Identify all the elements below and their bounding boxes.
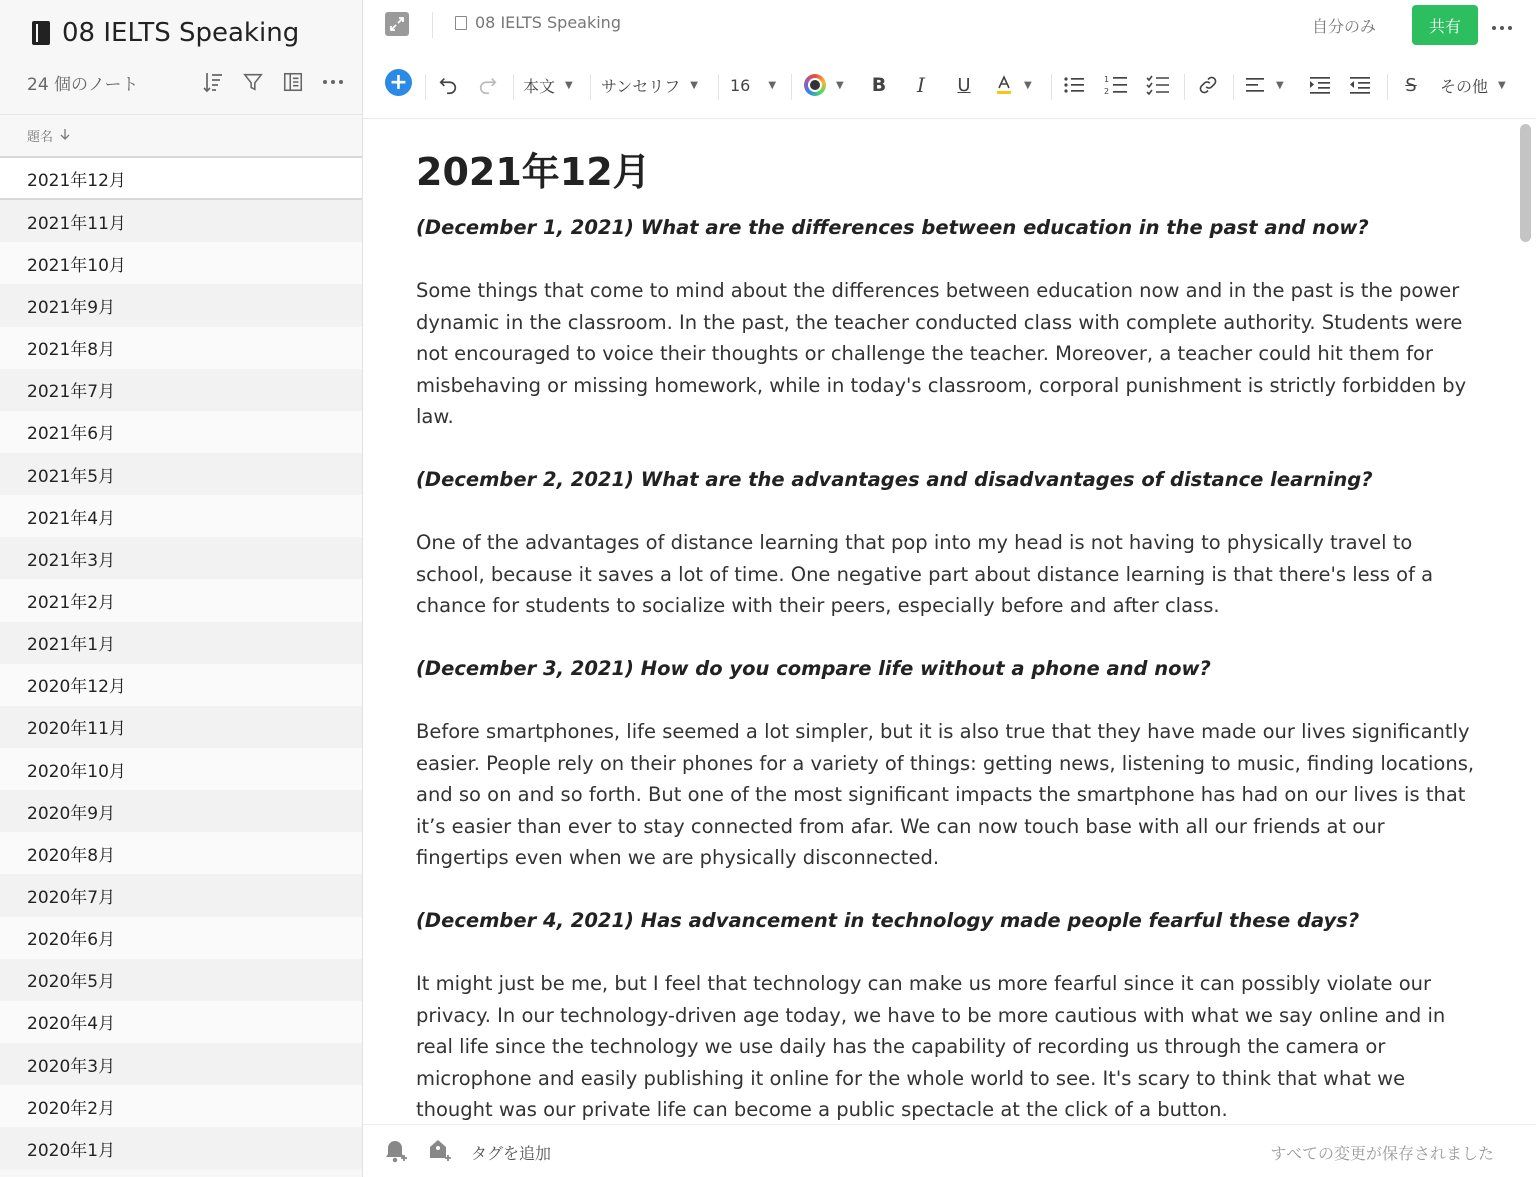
svg-text:2: 2 [1104,87,1110,96]
divider [1051,74,1052,100]
note-title[interactable]: 2021年12月 [416,150,651,194]
divider [513,74,514,100]
more-icon[interactable] [1491,12,1513,36]
answer-paragraph: One of the advantages of distance learning that pop into my head is not having to physically travel to school, because it saves a lot of time. One negative part about distance learning is that there's less of a chance for students to socialize with their peers, especially before and after class. [416,531,1434,617]
breadcrumb[interactable] [455,13,621,32]
note-editor[interactable] [416,146,1476,1157]
share-button[interactable]: 共有 [1412,5,1478,45]
indent-icon[interactable] [1308,69,1332,101]
note-list-item[interactable]: 2020年2月 [0,1085,362,1127]
note-list-item[interactable]: 2020年10月 [0,748,362,790]
sort-icon[interactable] [200,68,226,96]
note-list-item[interactable]: 2020年1月 [0,1127,362,1169]
note-list-item[interactable]: 2021年2月 [0,579,362,621]
align-left-icon [1246,76,1266,94]
scrollbar[interactable] [1520,124,1531,242]
sort-header[interactable] [0,114,362,158]
align-select[interactable] [1246,69,1284,101]
answer-paragraph: Before smartphones, life seemed a lot simpler, but it is also true that they have made our lives significantly easier. People rely on their phones for a variety of things: getting news, listening to music, finding locations, and so on and so forth. But one of the most significant impacts the smartphone has had on our lives is that it’s easier than ever to stay connected from afar. We can now touch base with all our friends at our fingertips even when we are physically disconnected. [416,720,1475,869]
redo-icon[interactable] [475,69,501,101]
note-list-item[interactable]: 2020年3月 [0,1043,362,1085]
note-list-item[interactable]: 2021年11月 [0,200,362,242]
question-heading: (December 4, 2021) Has advancement in technology made people fearful these days? [416,909,1360,932]
question-heading: (December 3, 2021) How do you compare life without a phone and now? [416,657,1211,680]
text-color-select[interactable] [804,69,844,101]
answer-paragraph: It might just be me, but I feel that technology can make us more fearful since it can possibly violate our privacy. In our technology-driven age today, we have to be more cautious with what we say online and in real life since the technology we use daily has the capability of recording us through the camera or microphone and easily publishing it online for the whole world to see. It's scary to think that what we thought was our private life can become a public spectacle at the click of a button. [416,972,1446,1121]
strikethrough-icon[interactable]: S [1405,74,1417,96]
more-options-icon[interactable] [320,68,346,96]
italic-icon[interactable]: I [917,73,925,97]
note-list-sidebar [0,0,363,1177]
sidebar-tools [200,68,346,96]
chevron-down-icon: ▼ [690,79,698,91]
arrow-down-icon [59,128,71,144]
note-list-item[interactable]: 2021年10月 [0,242,362,284]
font-value: サンセリフ [601,76,681,96]
note-list-item[interactable]: 2020年8月 [0,832,362,874]
chevron-down-icon: ▼ [836,79,844,91]
note-list-item[interactable]: 2021年6月 [0,411,362,453]
editor-topbar [363,0,1536,50]
note-list-item[interactable]: 2020年4月 [0,1001,362,1043]
note-list-item[interactable]: 2021年7月 [0,369,362,411]
paragraph-style-value: 本文 [523,76,556,96]
note-footer [363,1124,1536,1177]
question-heading: (December 2, 2021) What are the advantages and disadvantages of distance learning? [416,468,1373,491]
add-tag-button[interactable]: タグを追加 [471,1144,552,1163]
note-list-item[interactable]: 2021年12月 [0,158,362,200]
color-picker-icon [804,74,826,96]
note-list-item[interactable]: 2021年1月 [0,622,362,664]
divider [363,118,1536,119]
divider [1387,74,1388,100]
divider [718,74,719,100]
numbered-list-icon[interactable] [1103,69,1129,101]
note-list [0,158,362,1169]
font-size-select[interactable] [730,69,776,101]
chevron-down-icon: ▼ [1276,79,1284,91]
notebook-small-icon [455,16,467,30]
note-list-item[interactable]: 2020年7月 [0,874,362,916]
notebook-title-text: 08 IELTS Speaking [62,18,300,48]
underline-icon[interactable]: U [957,74,971,96]
chevron-down-icon: ▼ [1024,79,1032,91]
checklist-icon[interactable] [1145,69,1171,101]
bullet-list-icon[interactable] [1061,69,1087,101]
expand-icon[interactable] [385,12,409,36]
note-list-item[interactable]: 2020年5月 [0,959,362,1001]
highlight-select[interactable] [994,69,1032,101]
undo-icon[interactable] [435,69,461,101]
note-list-item[interactable]: 2020年6月 [0,917,362,959]
divider [791,74,792,100]
answer-paragraph: Some things that come to mind about the differences between education now and in the past is the power dynamic in the classroom. In the past, the teacher conducted class with complete authority. Students were not encouraged to voice their thoughts or challenge the teacher. Moreover, a teacher could hit them for misbehaving or missing homework, while in today's classroom, corporal punishment is strictly forbidden by law. [416,279,1467,428]
svg-text:1: 1 [1104,75,1110,84]
note-count: 24 個のノート [27,75,139,95]
more-formatting-label: その他 [1440,76,1489,96]
highlighter-icon [994,74,1014,96]
font-size-value: 16 [730,75,751,95]
note-list-item[interactable]: 2020年11月 [0,706,362,748]
tag-add-icon[interactable] [429,1139,451,1163]
more-formatting-select[interactable] [1440,69,1506,101]
note-list-item[interactable]: 2021年8月 [0,327,362,369]
note-list-item[interactable]: 2021年3月 [0,537,362,579]
save-status: すべての変更が保存されました [1270,1144,1494,1163]
bold-icon[interactable]: B [871,74,887,96]
font-select[interactable] [601,69,698,101]
share-scope[interactable]: 自分のみ [1312,17,1377,36]
note-body[interactable] [416,212,1476,1126]
breadcrumb-notebook: 08 IELTS Speaking [475,13,621,32]
view-toggle-icon[interactable] [280,68,306,96]
divider [425,74,426,100]
outdent-icon[interactable] [1348,69,1372,101]
formatting-toolbar [363,62,1536,108]
chevron-down-icon: ▼ [565,79,573,91]
question-heading: (December 1, 2021) What are the differences between education in the past and now? [416,216,1369,239]
note-list-item[interactable]: 2021年5月 [0,453,362,495]
divider [1184,74,1185,100]
paragraph-style-select[interactable] [523,69,573,101]
insert-plus-icon[interactable]: + [385,69,412,96]
divider [432,12,433,38]
sort-label: 題名 [27,130,54,145]
notebook-title[interactable] [30,16,299,50]
filter-icon[interactable] [240,68,266,96]
note-list-item[interactable]: 2020年12月 [0,664,362,706]
note-list-item[interactable]: 2021年4月 [0,495,362,537]
notebook-icon [30,21,52,45]
note-list-item[interactable]: 2021年9月 [0,284,362,326]
chevron-down-icon: ▼ [768,79,777,91]
note-list-item[interactable]: 2020年9月 [0,790,362,832]
link-icon[interactable] [1195,69,1221,101]
divider [590,74,591,100]
reminder-add-icon[interactable] [385,1139,407,1163]
divider [1233,74,1234,100]
chevron-down-icon: ▼ [1498,79,1506,91]
